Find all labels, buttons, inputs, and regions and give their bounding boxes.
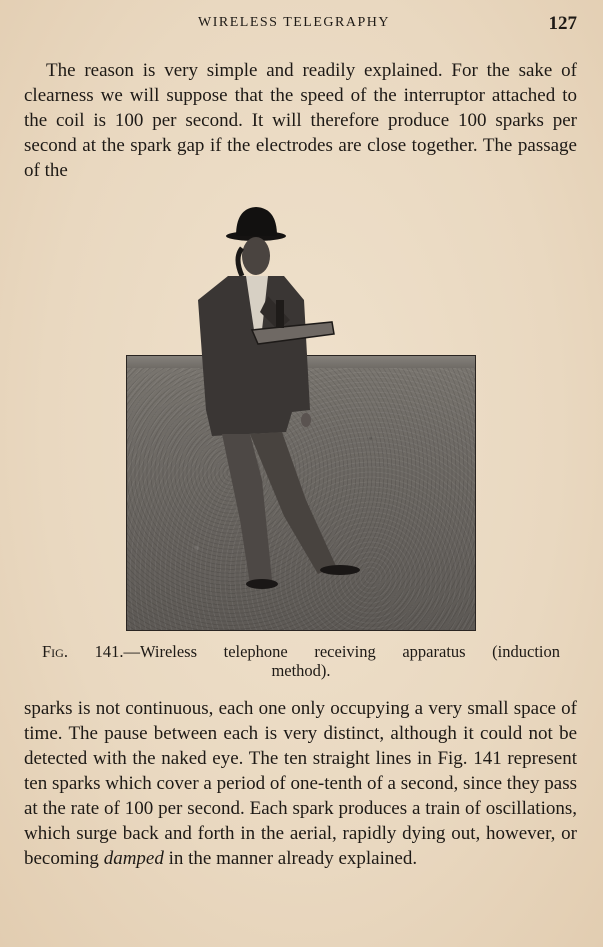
figure-ground [127, 368, 475, 630]
paragraph-bottom [24, 696, 577, 871]
paragraph-bottom-text: sparks is not continuous, each one only occupying a very small space of time. The pause between each is very distinct, although it could not be detected with the naked eye. The ten straight lines in Fig. 141 represent ten sparks which cover a period of one-tenth of a second, since they pass at the rate of 100 per second. Each spark produces a train of oscillations, which surge back and forth in the aerial, rapidly dying out, however, or becoming [24, 698, 577, 869]
paragraph-bottom-ending: in the manner already explained. [163, 848, 418, 869]
caption-line-1 [42, 642, 560, 661]
emphasized-word: damped [103, 848, 164, 869]
figure-caption [42, 642, 560, 680]
caption-figure-label: Fig. 141. [42, 642, 124, 661]
figure-horizon [127, 356, 475, 368]
caption-text-1: —Wireless telephone receiving apparatus (induction [123, 642, 560, 661]
figure-photograph [126, 355, 476, 631]
page-number: 127 [548, 13, 577, 34]
running-head [0, 13, 603, 35]
caption-line-2: method). [271, 661, 331, 680]
running-title: WIRELESS TELEGRAPHY [198, 15, 390, 30]
paragraph-top: The reason is very simple and readily explained. For the sake of clearness we will suppose that the speed of the interruptor attached to the coil is 100 per second. It will therefore produce 100 sparks per second at the spark gap if the electrodes are close together. The passage of the [24, 60, 577, 181]
